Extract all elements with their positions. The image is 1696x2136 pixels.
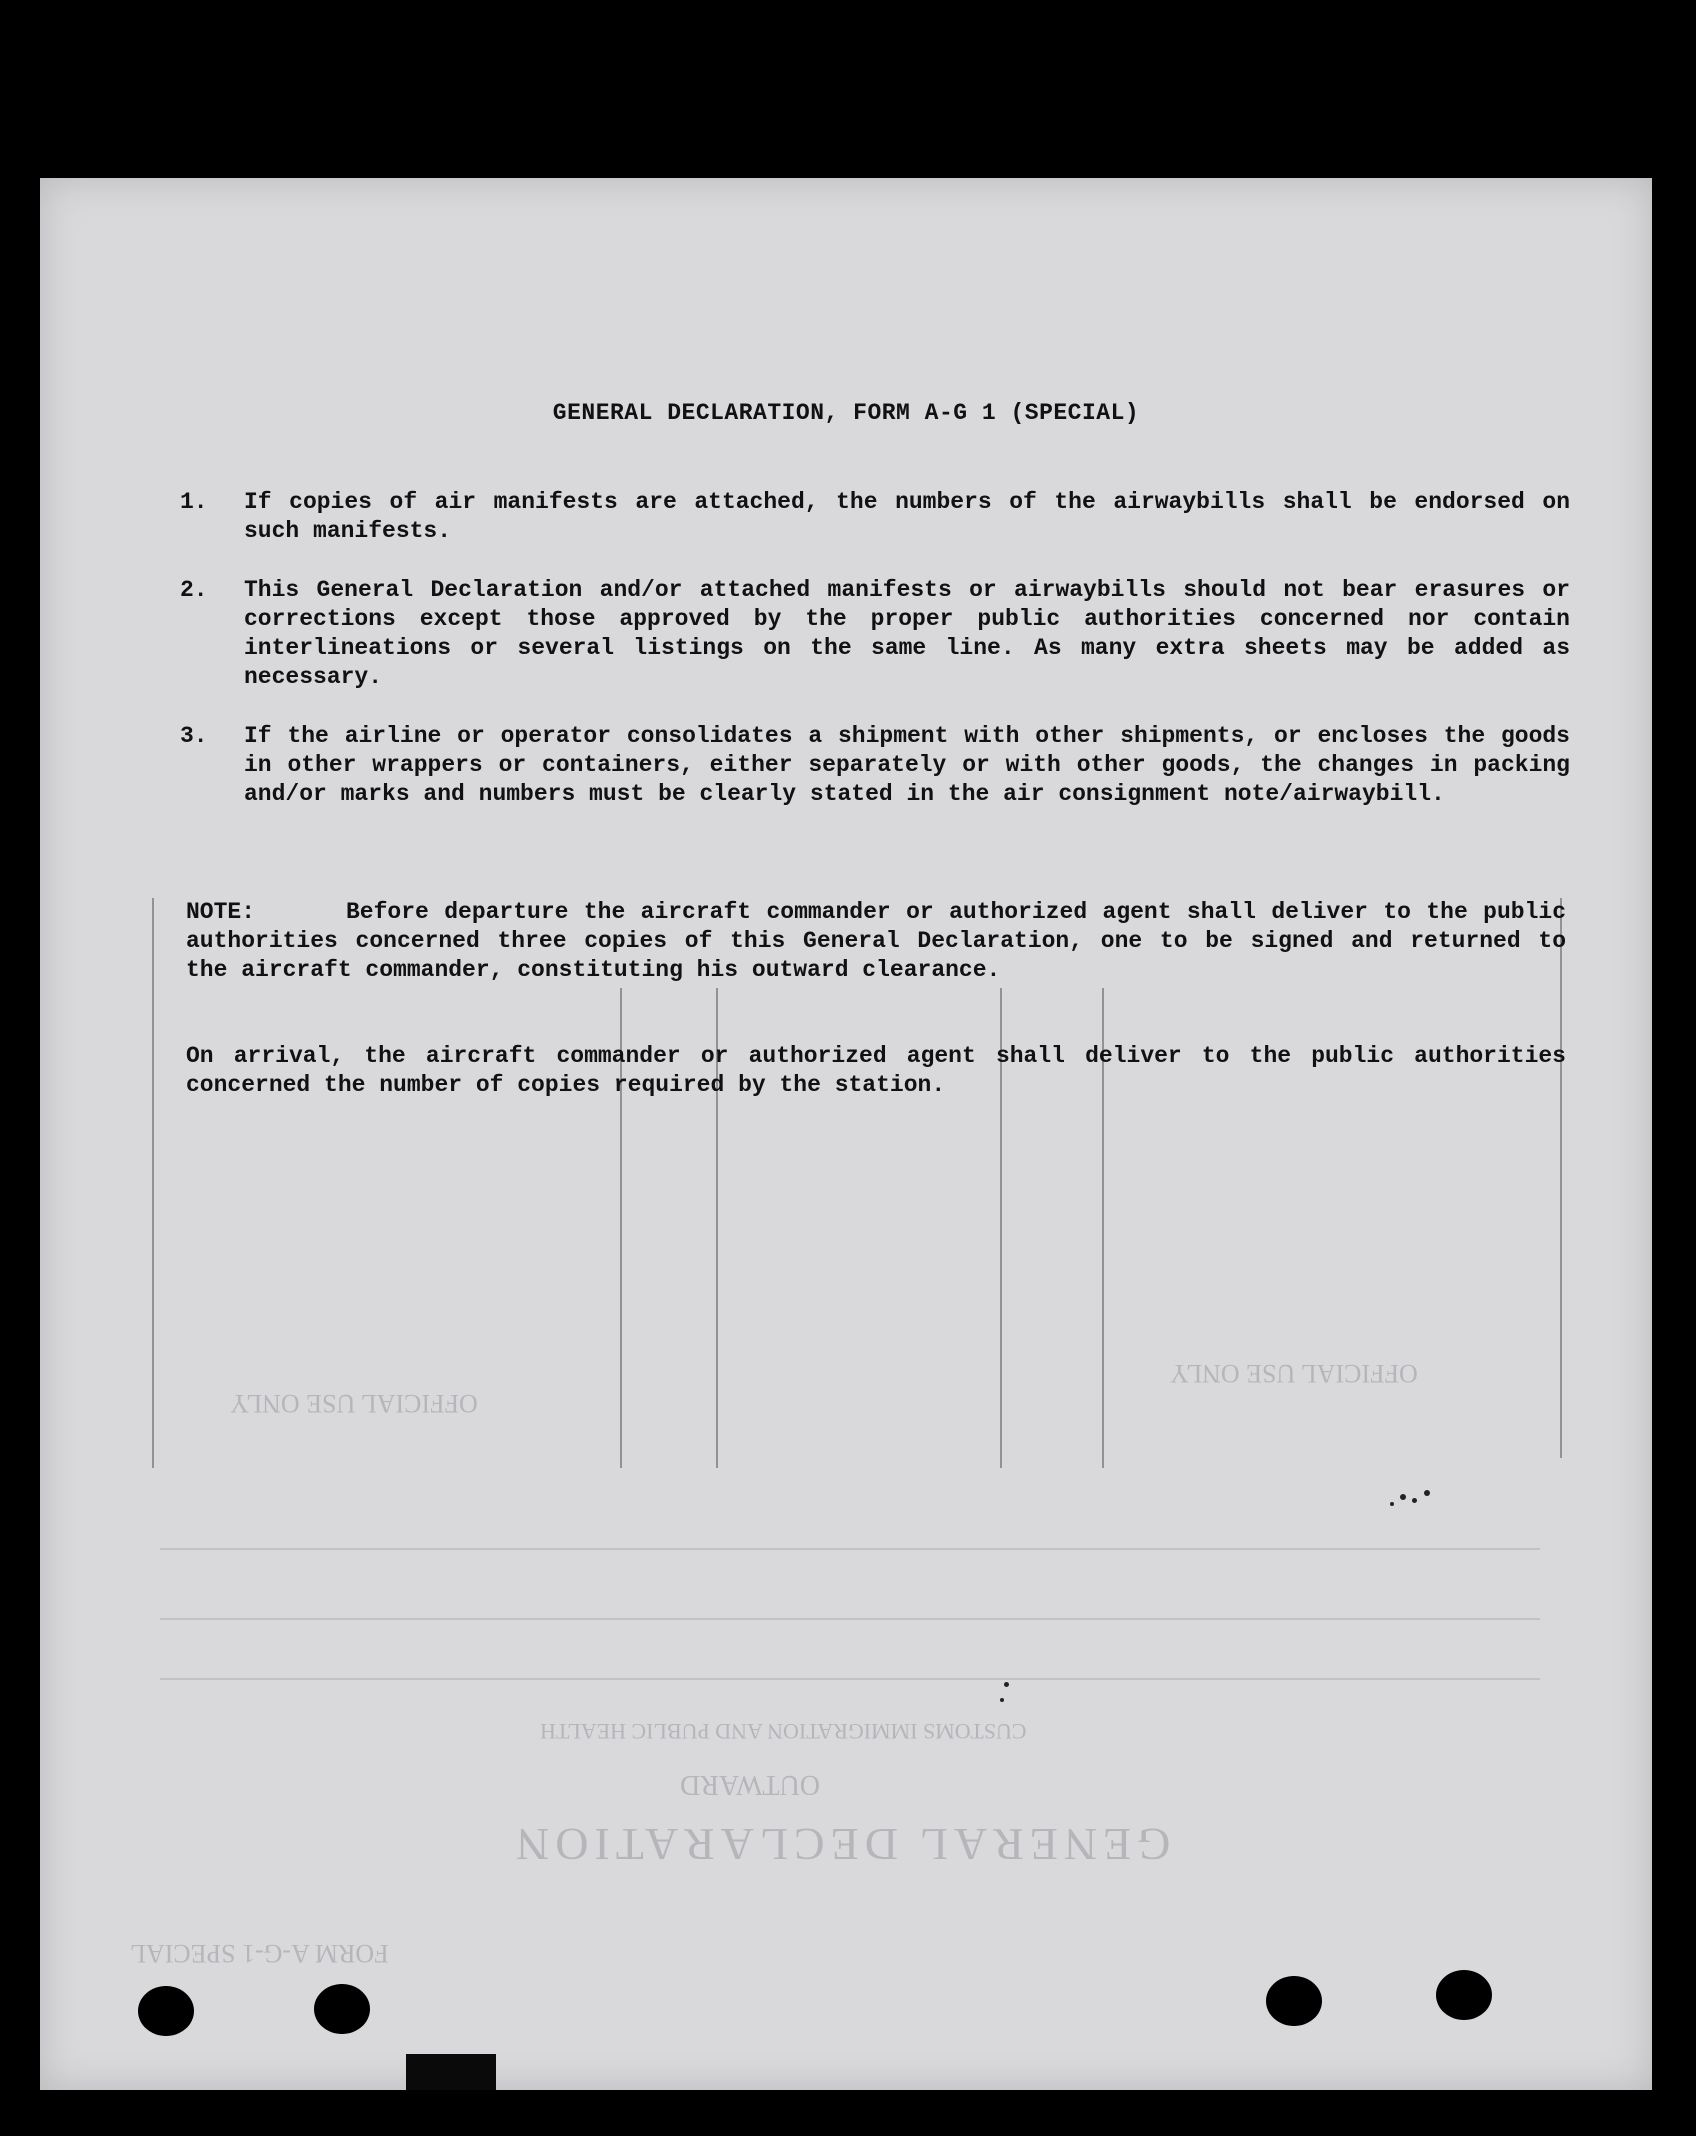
note-arrival-text: On arrival, the aircraft commander or authorized agent shall deliver to the public authorities concerned the number of copies required by the station. — [186, 1043, 1566, 1098]
punch-hole-4 — [1436, 1970, 1492, 2020]
item-text: If copies of air manifests are attached, the numbers of the airwaybills shall be endorsed on such manifests. — [244, 489, 1570, 544]
item-number: 3. — [180, 723, 208, 749]
document-page — [40, 178, 1652, 2090]
punch-hole-3 — [1266, 1976, 1322, 2026]
show-through-form-id: FORM A-G-1 SPECIAL — [130, 1939, 389, 1968]
speck — [1390, 1502, 1394, 1506]
item-text: If the airline or operator consolidates a shipment with other shipments, or encloses the goods in other wrappers or containers, either separately or with other goods, the changes in packing and/or marks and numbers must be clearly stated in the air consignment note/airwaybill. — [244, 723, 1570, 807]
speck — [1000, 1698, 1004, 1702]
punch-hole-1 — [138, 1986, 194, 2036]
show-through-subheading: OUTWARD — [680, 1769, 820, 1800]
frame-left-rule — [152, 898, 154, 1468]
show-through-heading: GENERAL DECLARATION — [510, 1819, 1171, 1870]
page-title: GENERAL DECLARATION, FORM A-G 1 (SPECIAL) — [552, 400, 1140, 426]
show-through-official-use-2: OFFICIAL USE ONLY — [230, 1389, 478, 1418]
punch-hole-2 — [314, 1984, 370, 2034]
item-number: 2. — [180, 577, 208, 603]
instruction-item-3 — [180, 722, 1570, 809]
instruction-item-2 — [180, 576, 1570, 692]
note-label: NOTE: — [186, 899, 256, 925]
note-paragraph-1 — [186, 898, 1566, 985]
note-paragraph-2 — [186, 1042, 1566, 1100]
item-number: 1. — [180, 489, 208, 515]
note-text: Before departure the aircraft commander or authorized agent shall deliver to the public authorities concerned three copies of this General Declaration, one to be signed and returned to the aircraft commander, constituting his outward clearance. — [186, 899, 1566, 983]
show-through-line-1: CUSTOMS IMMIGRATION AND PUBLIC HEALTH — [540, 1719, 1027, 1744]
show-through-official-use: OFFICIAL USE ONLY — [1170, 1359, 1418, 1388]
speck — [1412, 1498, 1417, 1503]
instruction-item-1 — [180, 488, 1570, 546]
speck — [1424, 1490, 1430, 1496]
show-through-rule-1 — [160, 1548, 1540, 1550]
edge-damage-mark — [406, 2054, 496, 2090]
speck — [1400, 1494, 1406, 1500]
show-through-rule-3 — [160, 1678, 1540, 1680]
item-text: This General Declaration and/or attached manifests or airwaybills should not bear erasures or corrections except those approved by the proper public authorities concerned nor contain interlineations or several listings on the same line. As many extra sheets may be added as necessary. — [244, 577, 1570, 690]
speck — [1004, 1682, 1009, 1687]
show-through-rule-2 — [160, 1618, 1540, 1620]
